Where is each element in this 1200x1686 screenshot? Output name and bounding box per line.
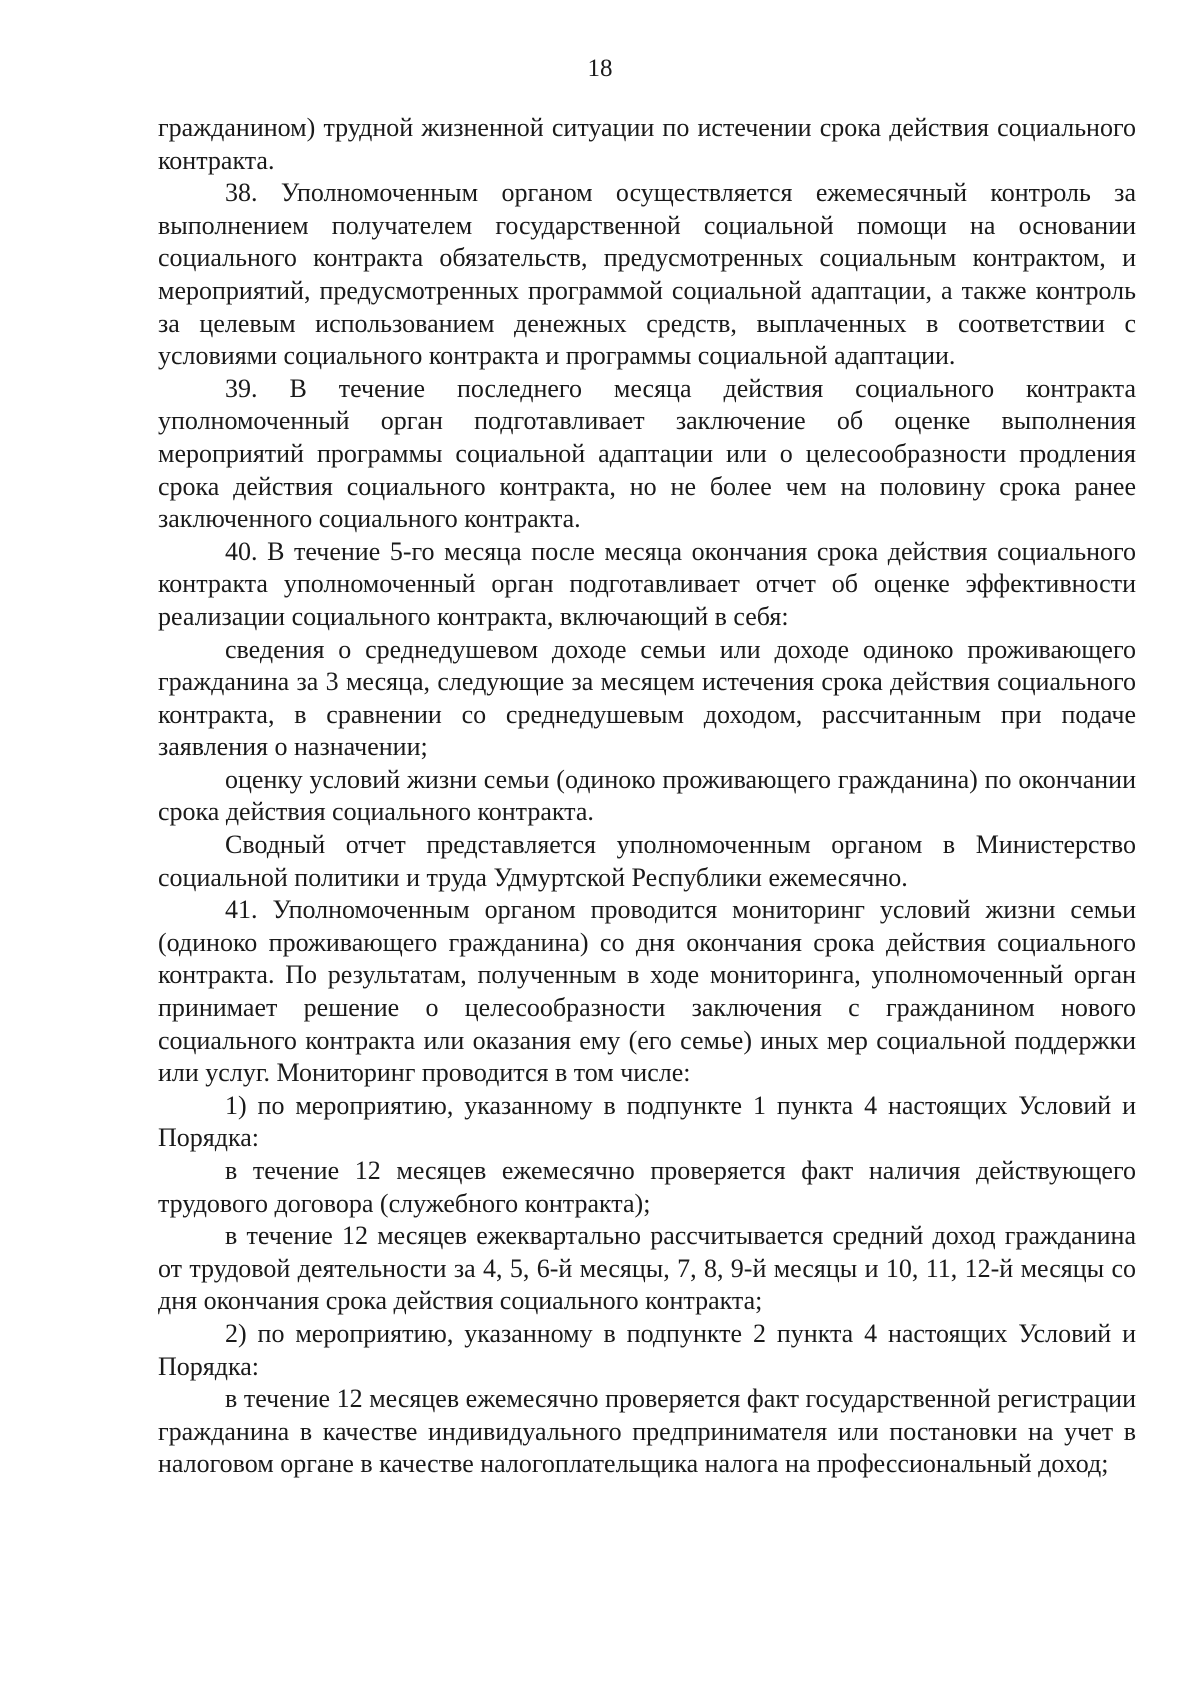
page-number: 18 (587, 55, 613, 82)
paragraph-item-41: 41. Уполномоченным органом проводится мониторинг условий жизни семьи (одиноко проживающего гражданина) со дня окончания срока действия социального контракта. По результатам, полученным в ходе мониторинга, уполномоченный орган принимает решение о целесообразности заключения с гражданином нового социального контракта или оказания ему (его семье) иных мер социальной поддержки или услуг. Мониторинг проводится в том числе: (158, 895, 1136, 1088)
document-body (158, 112, 1136, 1481)
paragraph-income-calculation: в течение 12 месяцев ежеквартально рассчитывается средний доход гражданина от трудовой деятельности за 4, 5, 6-й месяцы, 7, 8, 9-й месяцы и 10, 11, 12-й месяцы со дня окончания срока действия социального контракта; (158, 1221, 1136, 1316)
paragraph-registration-check: в течение 12 месяцев ежемесячно проверяется факт государственной регистрации гражданина в качестве индивидуального предпринимателя или постановки на учет в налоговом органе в качестве налогоплательщика налога на профессиональный доход; (158, 1384, 1136, 1479)
paragraph-continuation: гражданином) трудной жизненной ситуации по истечении срока действия социального контракта. (158, 113, 1136, 175)
paragraph-item-40: 40. В течение 5-го месяца после месяца окончания срока действия социального контракта уполномоченный орган подготавливает отчет об оценке эффективности реализации социального контракта, включающий в себя: (158, 536, 1136, 631)
paragraph-living-conditions: оценку условий жизни семьи (одиноко проживающего гражданина) по окончании срока действия социального контракта. (158, 764, 1136, 827)
paragraph-employment-check: в течение 12 месяцев ежемесячно проверяется факт наличия действующего трудового договора (служебного контракта); (158, 1156, 1136, 1218)
paragraph-subitem-2: 2) по мероприятию, указанному в подпункте 2 пункта 4 настоящих Условий и Порядка: (158, 1318, 1136, 1381)
paragraph-summary-report: Сводный отчет представляется уполномоченным органом в Министерство социальной политики и труда Удмуртской Республики ежемесячно. (158, 830, 1136, 892)
paragraph-subitem-1: 1) по мероприятию, указанному в подпункте 1 пункта 4 настоящих Условий и Порядка: (158, 1090, 1136, 1153)
paragraph-item-39: 39. В течение последнего месяца действия социального контракта уполномоченный орган подготавливает заключение об оценке выполнения мероприятий программы социальной адаптации или о целесообразности продления срока действия социального контракта, но не более чем на половину срока ранее заключенного социального контракта. (158, 373, 1136, 534)
paragraph-income-info: сведения о среднедушевом доходе семьи или доходе одиноко проживающего гражданина за 3 месяца, следующие за месяцем истечения срока действия социального контракта, в сравнении со среднедушевым доходом, рассчитанным при подаче заявления о назначении; (158, 634, 1136, 762)
paragraph-item-38: 38. Уполномоченным органом осуществляется ежемесячный контроль за выполнением получателем государственной социальной помощи на основании социального контракта обязательств, предусмотренных социальным контрактом, и мероприятий, предусмотренных программой социальной адаптации, а также контроль за целевым использованием денежных средств, выплаченных в соответствии с условиями социального контракта и программы социальной адаптации. (158, 178, 1136, 371)
